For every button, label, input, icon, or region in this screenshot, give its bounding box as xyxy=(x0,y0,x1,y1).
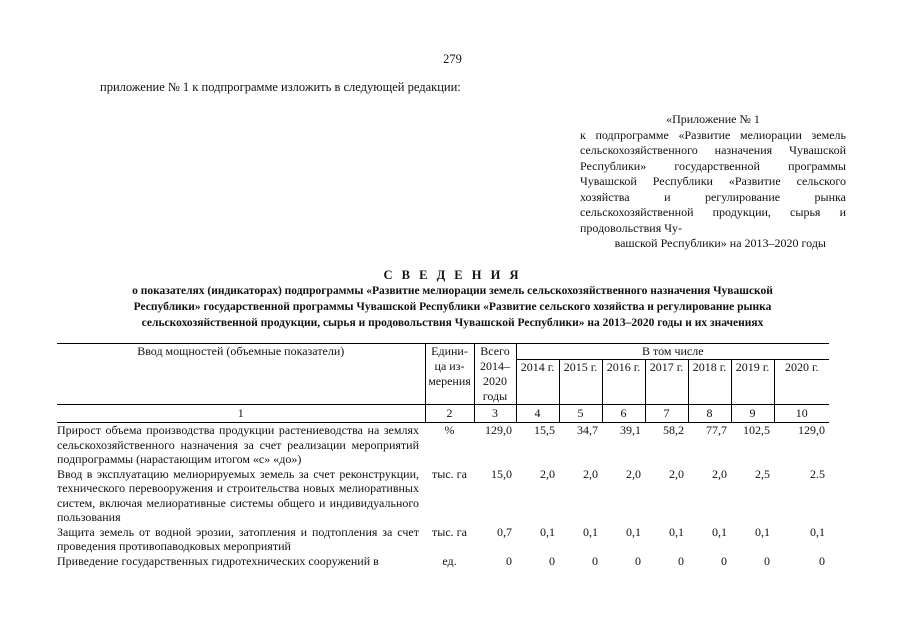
column-number: 5 xyxy=(559,405,602,423)
header-year: 2014 г. xyxy=(516,360,559,405)
row-unit: тыс. га xyxy=(432,524,467,539)
row-value: 0 xyxy=(678,553,684,568)
row-value: 2,0 xyxy=(583,466,598,481)
header-unit: Едини-ца из-мерения xyxy=(425,344,474,405)
row-name: Прирост объема производства продукции растениеводства на землях сельскохозяйственного назначения за счет реализации мероприятий подпрограммы (нарастающим итогом «с» «до») xyxy=(57,423,419,466)
column-number: 1 xyxy=(57,405,425,423)
row-value: 2,5 xyxy=(755,466,770,481)
header-including: В том числе xyxy=(516,344,829,360)
row-total: 129,0 xyxy=(485,423,512,437)
header-year: 2018 г. xyxy=(688,360,731,405)
appendix-caption xyxy=(580,112,846,252)
row-unit: % xyxy=(444,423,455,437)
intro-text: приложение № 1 к подпрограмме изложить в следующей редакции: xyxy=(100,80,461,94)
table-row xyxy=(57,467,829,525)
document-heading xyxy=(60,268,845,331)
row-total: 0,7 xyxy=(497,524,512,539)
row-value: 0,1 xyxy=(669,524,684,539)
page-number: 279 xyxy=(443,52,462,66)
header-year: 2019 г. xyxy=(731,360,774,405)
row-value: 0,1 xyxy=(810,524,826,539)
row-value: 2,0 xyxy=(712,466,727,481)
column-number: 8 xyxy=(688,405,731,423)
row-unit: тыс. га xyxy=(432,466,467,481)
column-number: 6 xyxy=(602,405,645,423)
row-value: 0,1 xyxy=(712,524,727,539)
table-row xyxy=(57,525,829,554)
row-value: 129,0 xyxy=(798,423,826,437)
row-value: 0,1 xyxy=(626,524,641,539)
row-value: 0,1 xyxy=(583,524,598,539)
row-value: 77,7 xyxy=(706,423,727,437)
column-number: 7 xyxy=(645,405,688,423)
row-name: Защита земель от водной эрозии, затопления и подтопления за счет проведения противопаводковых мероприятий xyxy=(57,524,419,553)
header-year: 2020 г. xyxy=(784,360,819,374)
column-number: 10 xyxy=(774,405,829,423)
row-total: 15,0 xyxy=(491,466,512,481)
row-value: 0 xyxy=(635,553,641,568)
row-value: 0,1 xyxy=(755,524,770,539)
header-year: 2016 г. xyxy=(602,360,645,405)
table-row xyxy=(57,554,829,569)
appendix-title: «Приложение № 1 xyxy=(666,112,760,126)
row-value: 102,5 xyxy=(743,423,770,437)
row-value: 2.5 xyxy=(810,466,826,481)
column-number: 2 xyxy=(425,405,474,423)
column-number: 9 xyxy=(731,405,774,423)
row-value: 2,0 xyxy=(626,466,641,481)
row-value: 0 xyxy=(819,553,826,568)
row-value: 58,2 xyxy=(663,423,684,437)
heading-line-1: о показателях (индикаторах) подпрограммы «Развитие мелиорации земель сельскохозяйственного назначения Чувашской xyxy=(132,285,773,297)
header-year: 2015 г. xyxy=(559,360,602,405)
appendix-last-line: вашской Республики» на 2013–2020 годы xyxy=(614,236,826,250)
row-value: 39,1 xyxy=(620,423,641,437)
row-name: Приведение государственных гидротехнических сооружений в xyxy=(57,553,379,568)
row-value: 0 xyxy=(549,553,555,568)
row-total: 0 xyxy=(506,553,512,568)
header-total: Всего 2014–2020 годы xyxy=(474,344,516,405)
row-value: 0,1 xyxy=(540,524,555,539)
heading-title: С В Е Д Е Н И Я xyxy=(383,268,522,282)
row-value: 0 xyxy=(592,553,598,568)
row-value: 0 xyxy=(721,553,727,568)
row-value: 0 xyxy=(764,553,770,568)
heading-line-2: Республики» государственной программы Чувашской Республики «Развитие сельского хозяйства и регулирование рынка xyxy=(133,301,772,313)
row-value: 2,0 xyxy=(540,466,555,481)
appendix-body: к подпрограмме «Развитие мелиорации земель сельскохозяйственного назначения Чувашской Республики» государственной программы Чувашской Республики «Развитие сельского хозяйства и регулирование рынка сельскохозяйственной продукции, сырья и продовольствия Чу- xyxy=(580,127,846,235)
column-number: 3 xyxy=(474,405,516,423)
row-value: 2,0 xyxy=(669,466,684,481)
header-year: 2017 г. xyxy=(645,360,688,405)
row-name: Ввод в эксплуатацию мелиорируемых земель за счет реконструкции, технического перевооружения и строительства новых мелиоративных систем, включая мелиоративные системы общего и индивидуального пользования xyxy=(57,466,419,524)
header-indicator: Ввод мощностей (объемные показатели) xyxy=(57,344,425,405)
indicators-table xyxy=(57,343,829,568)
row-value: 34,7 xyxy=(577,423,598,437)
row-value: 15,5 xyxy=(534,423,555,437)
table-row xyxy=(57,423,829,467)
column-number: 4 xyxy=(516,405,559,423)
heading-line-3: сельскохозяйственной продукции, сырья и продовольствия Чувашской Республики» на 2013–2020 годы и их значениях xyxy=(141,317,764,329)
row-unit: ед. xyxy=(442,553,457,568)
